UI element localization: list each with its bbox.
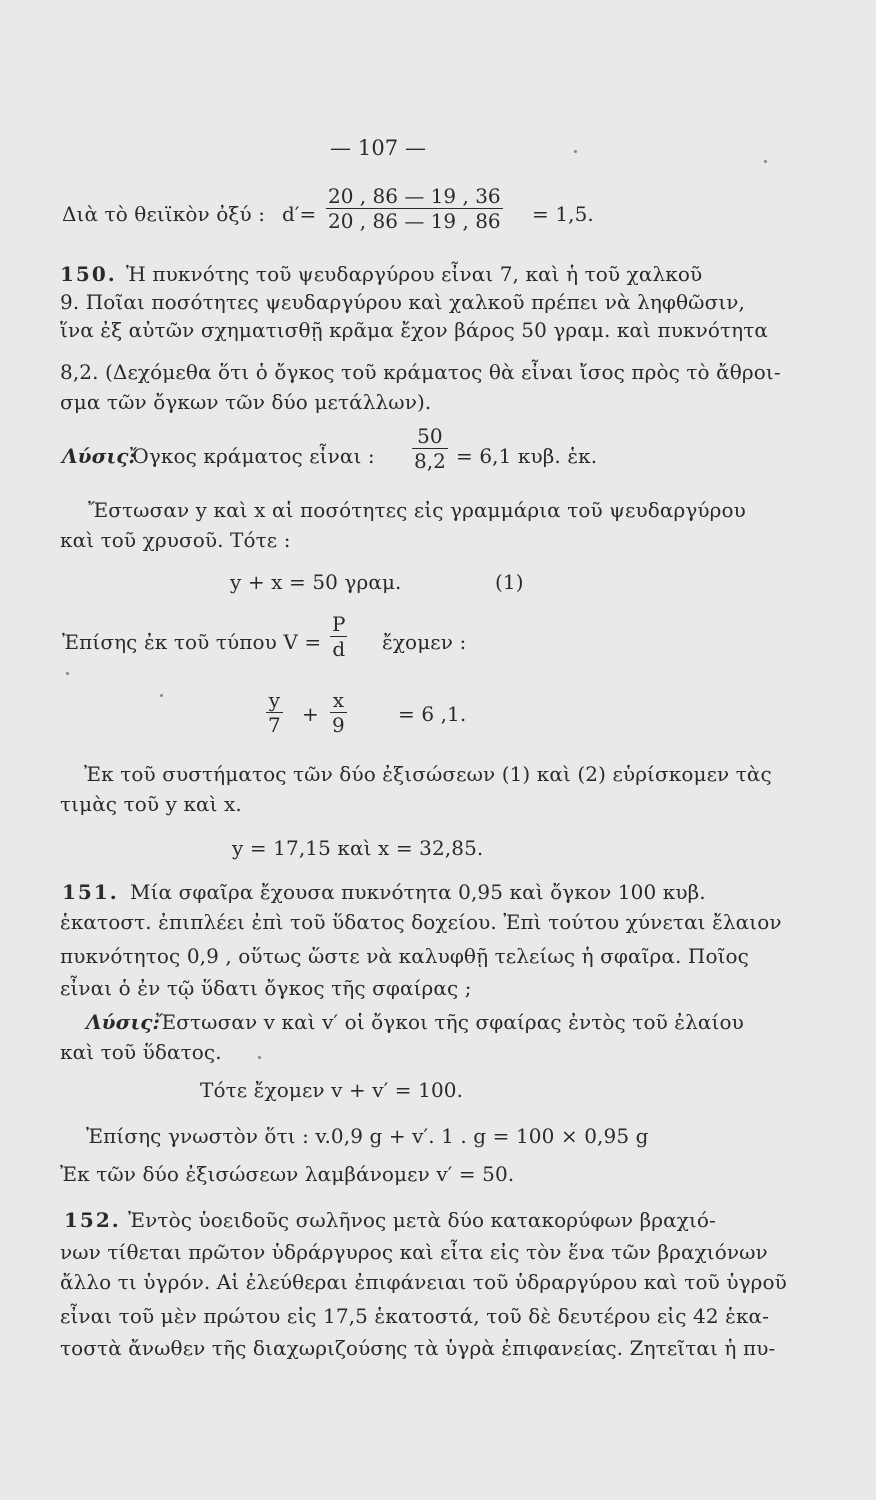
system-line: τιμὰς τοῦ y καὶ x. [60, 792, 242, 816]
result-equation: Ἐκ τῶν δύο ἐξισώσεων λαμβάνομεν v′ = 50. [60, 1162, 515, 1186]
problem-150-line: ἵνα ἐξ αὐτῶν σχηματισθῇ κρᾶμα ἔχον βάρος 50 γραμ. καὶ πυκνότητα [60, 318, 769, 342]
paper-speck [764, 160, 767, 163]
problem-152-number: 152. [64, 1208, 121, 1232]
solution-label: Λύσις: [86, 1010, 160, 1034]
formula-denominator: 20 , 86 — 19 , 86 [328, 209, 501, 233]
paper-speck [66, 672, 69, 675]
problem-152-line: εἶναι τοῦ μὲν πρώτου εἰς 17,5 ἑκατοστά, τοῦ δὲ δευτέρου εἰς 42 ἑκα- [60, 1304, 770, 1328]
problem-150-line: Ἡ πυκνότης τοῦ ψευδαργύρου εἶναι 7, καὶ ἡ τοῦ χαλκοῦ [126, 262, 703, 286]
let-line: καὶ τοῦ χρυσοῦ. Τότε : [60, 528, 291, 552]
formula-lhs: d′= [282, 202, 317, 226]
equation-2-numerator: x [330, 688, 347, 713]
equation-1: y + x = 50 γραμ. [230, 570, 402, 594]
density-numerator: P [332, 612, 346, 636]
density-denominator: d [332, 637, 346, 661]
then-equation: Τότε ἔχομεν v + v′ = 100. [200, 1078, 464, 1102]
problem-152-line: τοστὰ ἄνωθεν τῆς διαχωριζούσης τὰ ὑγρὰ ἐπιφανείας. Ζητεῖται ἡ πυ- [60, 1336, 776, 1360]
solution-text: Ὄγκος κράματος εἶναι : [130, 444, 375, 468]
formula-label: Διὰ τὸ θειϊκὸν ὀξύ : [62, 202, 266, 226]
equation-2-first-fraction [266, 688, 283, 737]
equation-2-second-fraction [330, 688, 347, 737]
formula-result: = 1,5. [532, 202, 594, 226]
problem-150-number: 150. [60, 262, 117, 286]
problem-150-line: σμα τῶν ὄγκων τῶν δύο μετάλλων). [60, 390, 432, 414]
equation-2-result: = 6 ,1. [398, 702, 467, 726]
problem-151-number: 151. [62, 880, 119, 904]
also-after: ἔχομεν : [382, 630, 467, 654]
problem-151-line: πυκνότητος 0,9 , οὕτως ὥστε νὰ καλυφθῇ τελείως ἡ σφαῖρα. Ποῖος [60, 944, 749, 968]
equation-2-denominator: 7 [268, 713, 281, 737]
equation-1-label: (1) [495, 570, 524, 594]
problem-152-line: νων τίθεται πρῶτον ὑδράργυρος καὶ εἶτα εἰς τὸν ἕνα τῶν βραχιόνων [60, 1240, 768, 1264]
formula-fraction [326, 184, 503, 233]
paper-speck [160, 694, 163, 697]
problem-150-line: 8,2. (Δεχόμεθα ὅτι ὁ ὄγκος τοῦ κράματος θὰ εἶναι ἴσος πρὸς τὸ ἄθροι- [60, 360, 781, 384]
problem-150-answer: y = 17,15 καὶ x = 32,85. [232, 836, 484, 860]
volume-result: = 6,1 κυβ. ἑκ. [456, 444, 598, 468]
equation-2-denominator: 9 [332, 713, 345, 737]
equation-2-plus: + [302, 702, 319, 726]
volume-fraction [412, 424, 448, 473]
paper-speck [574, 150, 577, 153]
problem-152-line: Ἐντὸς ὑοειδοῦς σωλῆνος μετὰ δύο κατακορύφων βραχιό- [128, 1208, 716, 1232]
problem-152-line: ἄλλο τι ὑγρόν. Αἱ ἐλεύθεραι ἐπιφάνειαι τοῦ ὑδραργύρου καὶ τοῦ ὑγροῦ [60, 1270, 787, 1294]
known-equation: Ἐπίσης γνωστὸν ὅτι : v.0,9 g + v′. 1 . g = 100 × 0,95 g [86, 1124, 649, 1148]
solution-cont: καὶ τοῦ ὕδατος. [60, 1040, 222, 1064]
solution-text: Ἔστωσαν v καὶ v′ οἱ ὄγκοι τῆς σφαίρας ἐντὸς τοῦ ἐλαίου [156, 1010, 744, 1034]
volume-numerator: 50 [412, 424, 448, 449]
system-line: Ἐκ τοῦ συστήματος τῶν δύο ἐξισώσεων (1) καὶ (2) εὑρίσκομεν τὰς [84, 762, 772, 786]
solution-label: Λύσις: [62, 444, 136, 468]
problem-151-line: Μία σφαῖρα ἔχουσα πυκνότητα 0,95 καὶ ὄγκον 100 κυβ. [130, 880, 706, 904]
problem-151-line: εἶναι ὁ ἐν τῷ ὕδατι ὄγκος τῆς σφαίρας ; [60, 976, 472, 1000]
volume-denominator: 8,2 [414, 449, 446, 473]
formula-numerator: 20 , 86 — 19 , 36 [328, 184, 501, 208]
let-line: Ἔστωσαν y καὶ x αἱ ποσότητες εἰς γραμμάρια τοῦ ψευδαργύρου [88, 498, 746, 522]
problem-150-line: 9. Ποῖαι ποσότητες ψευδαργύρου καὶ χαλκοῦ πρέπει νὰ ληφθῶσιν, [60, 290, 745, 314]
paper-speck [258, 1056, 261, 1059]
also-text: Ἐπίσης ἐκ τοῦ τύπου V = [62, 630, 322, 654]
problem-151-line: ἑκατοστ. ἐπιπλέει ἐπὶ τοῦ ὕδατος δοχείου. Ἐπὶ τούτου χύνεται ἔλαιον [60, 910, 782, 934]
density-fraction [330, 612, 347, 661]
equation-2-numerator: y [266, 688, 283, 713]
page-number: — 107 — [330, 136, 427, 160]
